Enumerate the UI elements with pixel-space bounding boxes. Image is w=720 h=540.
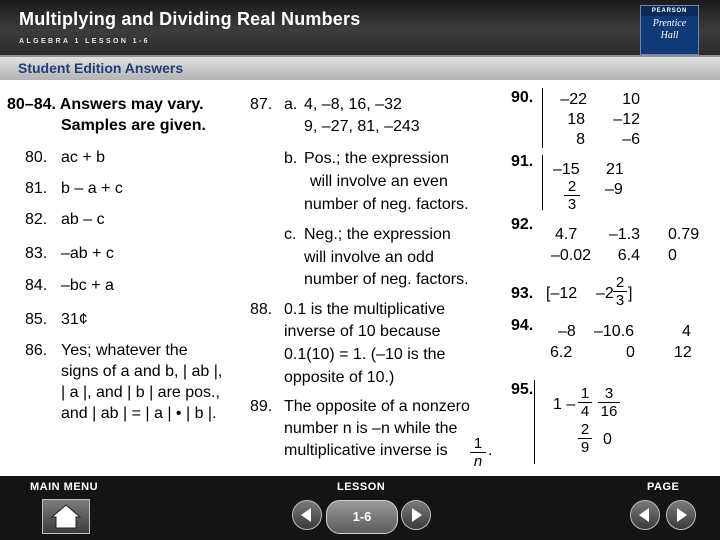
page-prev-button[interactable] [630,500,660,530]
logo-prentice: Prentice [652,18,687,29]
item-91-m12: 21 [606,161,624,178]
item-80-answer: ac + b [61,149,106,166]
lesson-next-button[interactable] [401,500,431,530]
lesson-prev-button[interactable] [292,500,322,530]
main-menu-button[interactable] [42,499,90,534]
item-90-m11: –22 [560,91,587,108]
item-89-fraction [470,435,486,470]
item-95-f1-denominator: 4 [580,403,590,420]
item-87-c-line-2: will involve an odd [304,249,434,266]
item-89-fraction-denominator: n [473,453,483,470]
item-87-a-line-2: 9, –27, 81, –243 [304,118,420,135]
item-87-b-line-1: Pos.; the expression [304,150,449,167]
item-82-answer: ab – c [61,211,105,228]
item-95-f3-denominator: 9 [580,439,590,456]
item-94-m11: –8 [558,323,576,340]
logo-hall: Hall [660,30,679,41]
intro-line-2: Samples are given. [61,117,206,134]
item-91-number: 91. [511,153,534,170]
page-next-button[interactable] [666,500,696,530]
item-90-m21: 18 [567,111,585,128]
item-81-number: 81. [25,180,48,197]
item-87-number: 87. [250,96,273,113]
item-90-number: 90. [511,89,534,106]
arrow-right-icon [667,501,695,529]
item-94-m23: 12 [674,344,692,361]
item-95-fraction-2 [598,385,620,420]
publisher-logo [640,5,699,55]
item-92-number: 92. [511,216,534,233]
item-90-m12: 10 [622,91,640,108]
page-label: PAGE [647,481,680,493]
item-93-number: 93. [511,285,534,302]
item-81-answer: b – a + c [61,180,123,197]
item-95-fraction-3 [578,421,592,456]
item-87-c-line-3: number of neg. factors. [304,271,469,288]
page-title: Multiplying and Dividing Real Numbers [19,9,361,29]
lesson-subtitle: ALGEBRA 1 LESSON 1-6 [19,38,150,45]
item-95-f2-numerator: 3 [598,385,620,403]
item-93-fraction-numerator: 2 [613,274,627,292]
item-86-line-2: signs of a and b, | ab |, [61,363,223,380]
item-92-m12: –1.3 [608,226,640,243]
item-91-m21-denominator: 3 [567,196,577,213]
item-85-answer: 31¢ [61,311,88,328]
item-95-number: 95. [511,381,534,398]
item-93-fraction [613,274,627,309]
item-92-m11: 4.7 [555,226,578,243]
item-95-f1-numerator: 1 [578,385,592,403]
item-88-line-1: 0.1 is the multiplicative [284,301,445,318]
item-82-number: 82. [25,211,48,228]
item-80-number: 80. [25,149,48,166]
item-89-line-3: multiplicative inverse is [284,442,448,459]
item-93-fraction-denominator: 3 [615,292,625,309]
item-87-b-line-3: number of neg. factors. [304,196,469,213]
item-87-a-line-1: 4, –8, 16, –32 [304,96,402,113]
item-86-line-1: Yes; whatever the [61,342,188,359]
item-95-zero: 0 [603,431,612,448]
arrow-right-icon [402,501,430,529]
item-90-m31: 8 [576,131,585,148]
item-89-number: 89. [250,398,273,415]
item-87-a-label: a. [284,96,298,113]
item-94-m13: 4 [682,323,691,340]
item-86-line-4: and | ab | = | a | • | b |. [61,405,217,422]
arrow-left-icon [293,501,321,529]
item-83-number: 83. [25,245,48,262]
item-87-b-label: b. [284,150,298,167]
item-93-mid: –2 [596,285,614,302]
item-93-close: ] [628,285,633,302]
item-92-m21: –0.02 [551,247,592,264]
item-92-m23: 0 [668,247,677,264]
item-88-line-3: 0.1(10) = 1. (–10 is the [284,346,446,363]
item-91-m22: –9 [605,181,623,198]
item-95-lead: 1 – [553,396,576,413]
item-93-open: [–12 [546,285,578,302]
section-title: Student Edition Answers [18,60,184,76]
item-95-f2-denominator: 16 [600,403,618,420]
item-95-f3-numerator: 2 [578,421,592,439]
item-88-number: 88. [250,301,273,318]
item-90-m22: –12 [613,111,640,128]
item-94-m22: 0 [626,344,635,361]
header-bar [0,0,720,57]
item-94-m12: –10.6 [594,323,635,340]
logo-pearson: PEARSON [641,6,698,16]
item-88-line-2: inverse of 10 because [284,323,441,340]
item-89-fraction-numerator: 1 [470,435,486,453]
item-94-m21: 6.2 [550,344,573,361]
item-95-fraction-1 [578,385,592,420]
intro-line-1: 80–84. Answers may vary. [7,96,204,113]
item-87-c-line-1: Neg.; the expression [304,226,451,243]
item-86-line-3: | a |, and | b | are pos., [61,384,220,401]
item-84-number: 84. [25,277,48,294]
lesson-label: LESSON [337,481,386,493]
item-86-number: 86. [25,342,48,359]
item-91-m21-numerator: 2 [564,178,580,196]
item-91-m21 [564,178,580,213]
item-90-m32: –6 [622,131,640,148]
item-85-number: 85. [25,311,48,328]
item-87-c-label: c. [284,226,297,243]
item-91-m11: –15 [553,161,580,178]
item-92-m22: 6.4 [617,247,640,264]
section-bar [0,57,720,80]
item-89-line-1: The opposite of a nonzero [284,398,470,415]
main-menu-label: MAIN MENU [30,481,99,493]
lesson-number-button[interactable]: 1-6 [326,500,398,534]
item-89-period: . [488,442,493,459]
item-87-b-line-2: will involve an even [310,173,448,190]
item-88-line-4: opposite of 10.) [284,369,395,386]
item-83-answer: –ab + c [61,245,114,262]
arrow-left-icon [631,501,659,529]
item-84-answer: –bc + a [61,277,114,294]
home-icon [43,500,89,533]
item-92-m13: 0.79 [668,226,700,243]
item-94-number: 94. [511,317,534,334]
item-89-line-2: number n is –n while the [284,420,458,437]
